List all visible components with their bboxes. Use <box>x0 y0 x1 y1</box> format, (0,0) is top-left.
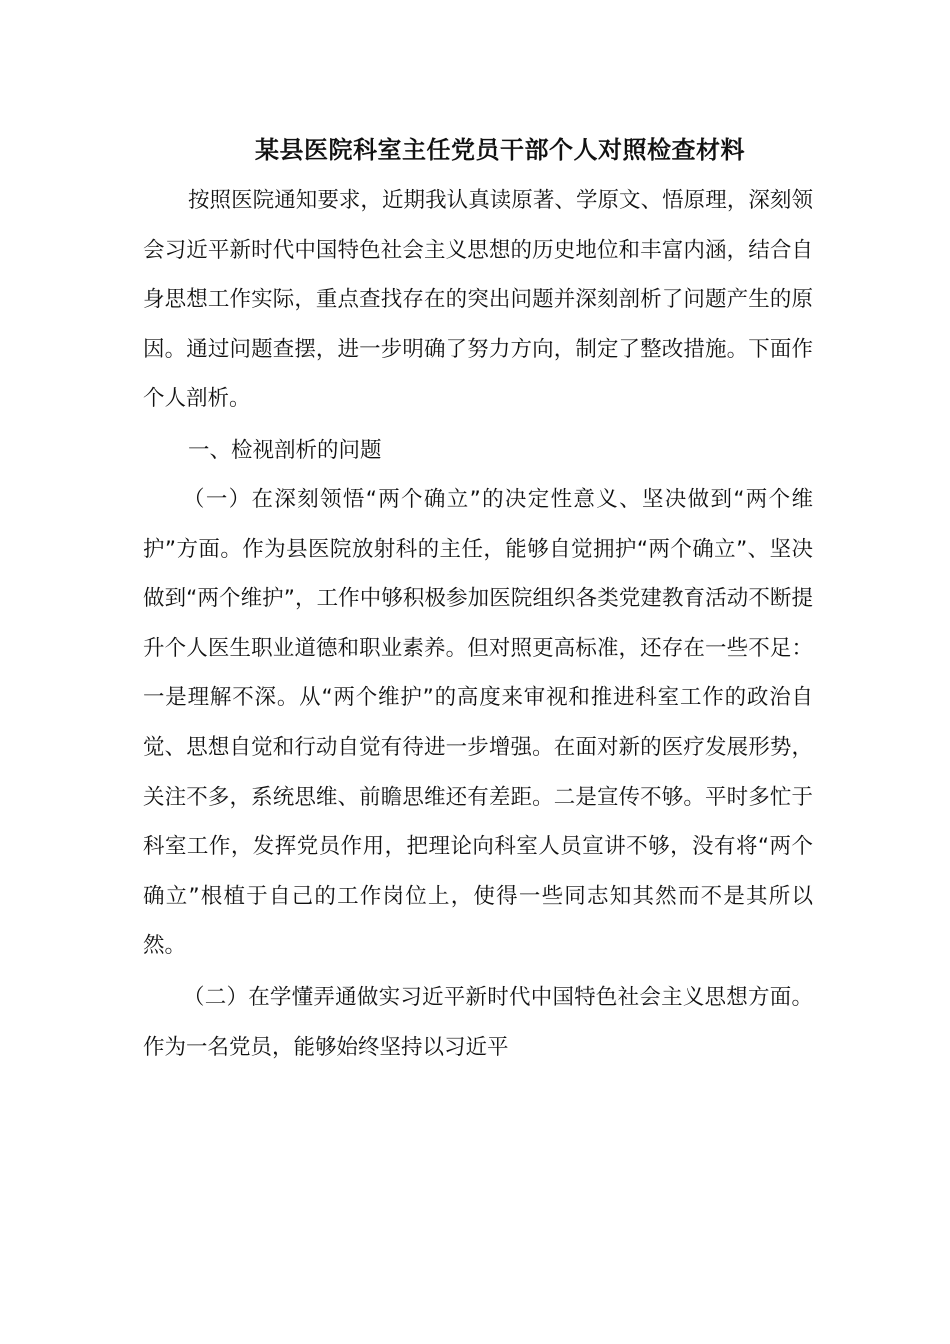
intro-paragraph: 按照医院通知要求，近期我认真读原著、学原文、悟原理，深刻领会习近平新时代中国特色社会主义思想的历史地位和丰富内涵，结合自身思想工作实际，重点查找存在的突出问题并深刻剖析了问题产生的原因。通过问题查摆，进一步明确了努力方向，制定了整改措施。下面作个人剖析。 <box>143 188 813 412</box>
document-title: 某县医院科室主任党员干部个人对照检查材料 <box>255 136 745 164</box>
subsection-2-paragraph: （二）在学懂弄通做实习近平新时代中国特色社会主义思想方面。作为一名党员，能够始终坚持以习近平 <box>143 985 813 1060</box>
section-heading: 一、检视剖析的问题 <box>188 438 382 463</box>
subsection-1-paragraph: （一）在深刻领悟“两个确立”的决定性意义、坚决做到“两个维护”方面。作为县医院放射科的主任，能够自觉拥护“两个确立”、坚决做到“两个维护”，工作中够积极参加医院组织各类党建教育活动不断提升个人医生职业道德和职业素养。但对照更高标准，还存在一些不足：一是理解不深。从“两个维护”的高度来审视和推进科室工作的政治自觉、思想自觉和行动自觉有待进一步增强。在面对新的医疗发展形势，关注不多，系统思维、前瞻思维还有差距。二是宣传不够。平时多忙于科室工作，发挥党员作用，把理论向科室人员宣讲不够，没有将“两个确立”根植于自己的工作岗位上，使得一些同志知其然而不是其所以然。 <box>143 487 813 959</box>
